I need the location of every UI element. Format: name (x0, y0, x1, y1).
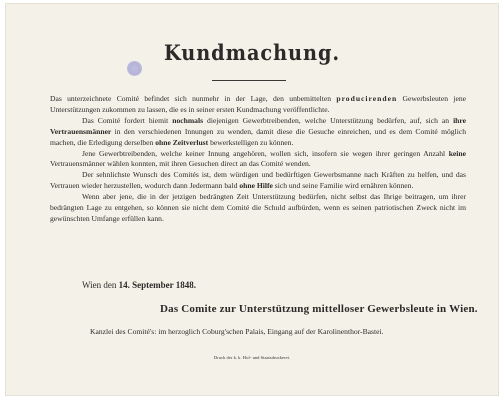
emphasis-text: keine (448, 148, 466, 158)
emphasis-text: ohne Zeitverlust (155, 137, 209, 147)
paragraph-2 (50, 116, 466, 149)
emphasis-text: nochmals (172, 115, 204, 125)
paragraph-text: Das Comité fordert hiemit (82, 115, 173, 125)
announcement-body (50, 94, 466, 225)
paragraph-text: bewerkstelligen zu können. (208, 137, 294, 147)
paragraph-text: Wenn aber jene, die in der jetzigen bedrängten Zeit Unterstützung bedürfen, nicht selbst das Ihrige beitragen, um ihrer bedrängten Lage zu entgehen, so können sie nicht dem Comité die Schuld aufbürden, wenn es seinen patriotischen Zweck nicht im gewünschten Umfange erfüllen kann. (50, 192, 466, 223)
poster-sheet (6, 4, 498, 395)
paragraph-text: Der sehnlichste Wunsch des Comités ist, dem würdigen und bedürftigen Gewerbsmanne nach Kräften zu helfen, und das Vertrauen wieder herzustellen, wodurch dann Jedermann bald (50, 170, 466, 191)
paragraph-text: Jene Gewerbtreibenden, welche keiner Innung angehören, wollen sich, insofern sie wegen ihrer geringen Anzahl (82, 148, 449, 158)
paragraph-text: diejenigen Gewerbtreibenden, welche Unterstützung bedürfen, auf, sich an (203, 115, 454, 125)
printer-imprint: Druck der k. k. Hof- und Staatsdruckerei. (213, 355, 291, 360)
paragraph-text: in den verschiedenen Innungen zu wenden, damit diese die Gesuche einreichen, und es dem Comité möglich machen, die Erledigung derselben (50, 126, 466, 147)
poster-title: Kundmachung. (163, 40, 341, 65)
paragraph-5 (50, 192, 466, 225)
emphasis-text: producirenden (336, 94, 398, 103)
emphasis-text: ihre Vertrauensmänner (50, 115, 466, 136)
paragraph-text: Vertrauensmänner wählen konnten, mit ihren Gesuchen direct an das Comité wenden. (50, 159, 311, 169)
paragraph-text: Das unterzeichnete Comité befindet sich nunmehr in der Lage, den unbemittelten (50, 94, 337, 103)
committee-signature: Das Comite zur Unterstützung mittelloser Gewerbsleute in Wien. (160, 303, 478, 315)
paragraph-4 (50, 170, 466, 192)
issue-date (82, 280, 196, 290)
paragraph-text: Gewerbsleuten jene Unterstützungen zukommen zu lassen, die es in seiner ersten Kundmachung veröffentlichte. (50, 94, 466, 114)
emphasis-text: ohne Hilfe (239, 181, 273, 191)
paragraph-1 (50, 94, 466, 116)
date-value: 14. September 1848. (118, 280, 196, 290)
office-address: Kanzlei des Comité's: im herzoglich Coburg'schen Palais, Eingang auf der Karolinenthor-Bastei. (90, 327, 384, 336)
date-prefix: Wien den (82, 280, 119, 290)
paragraph-text: sich und seine Familie wird ernähren können. (272, 181, 414, 191)
title-underline (212, 80, 286, 81)
paragraph-3 (50, 149, 466, 171)
